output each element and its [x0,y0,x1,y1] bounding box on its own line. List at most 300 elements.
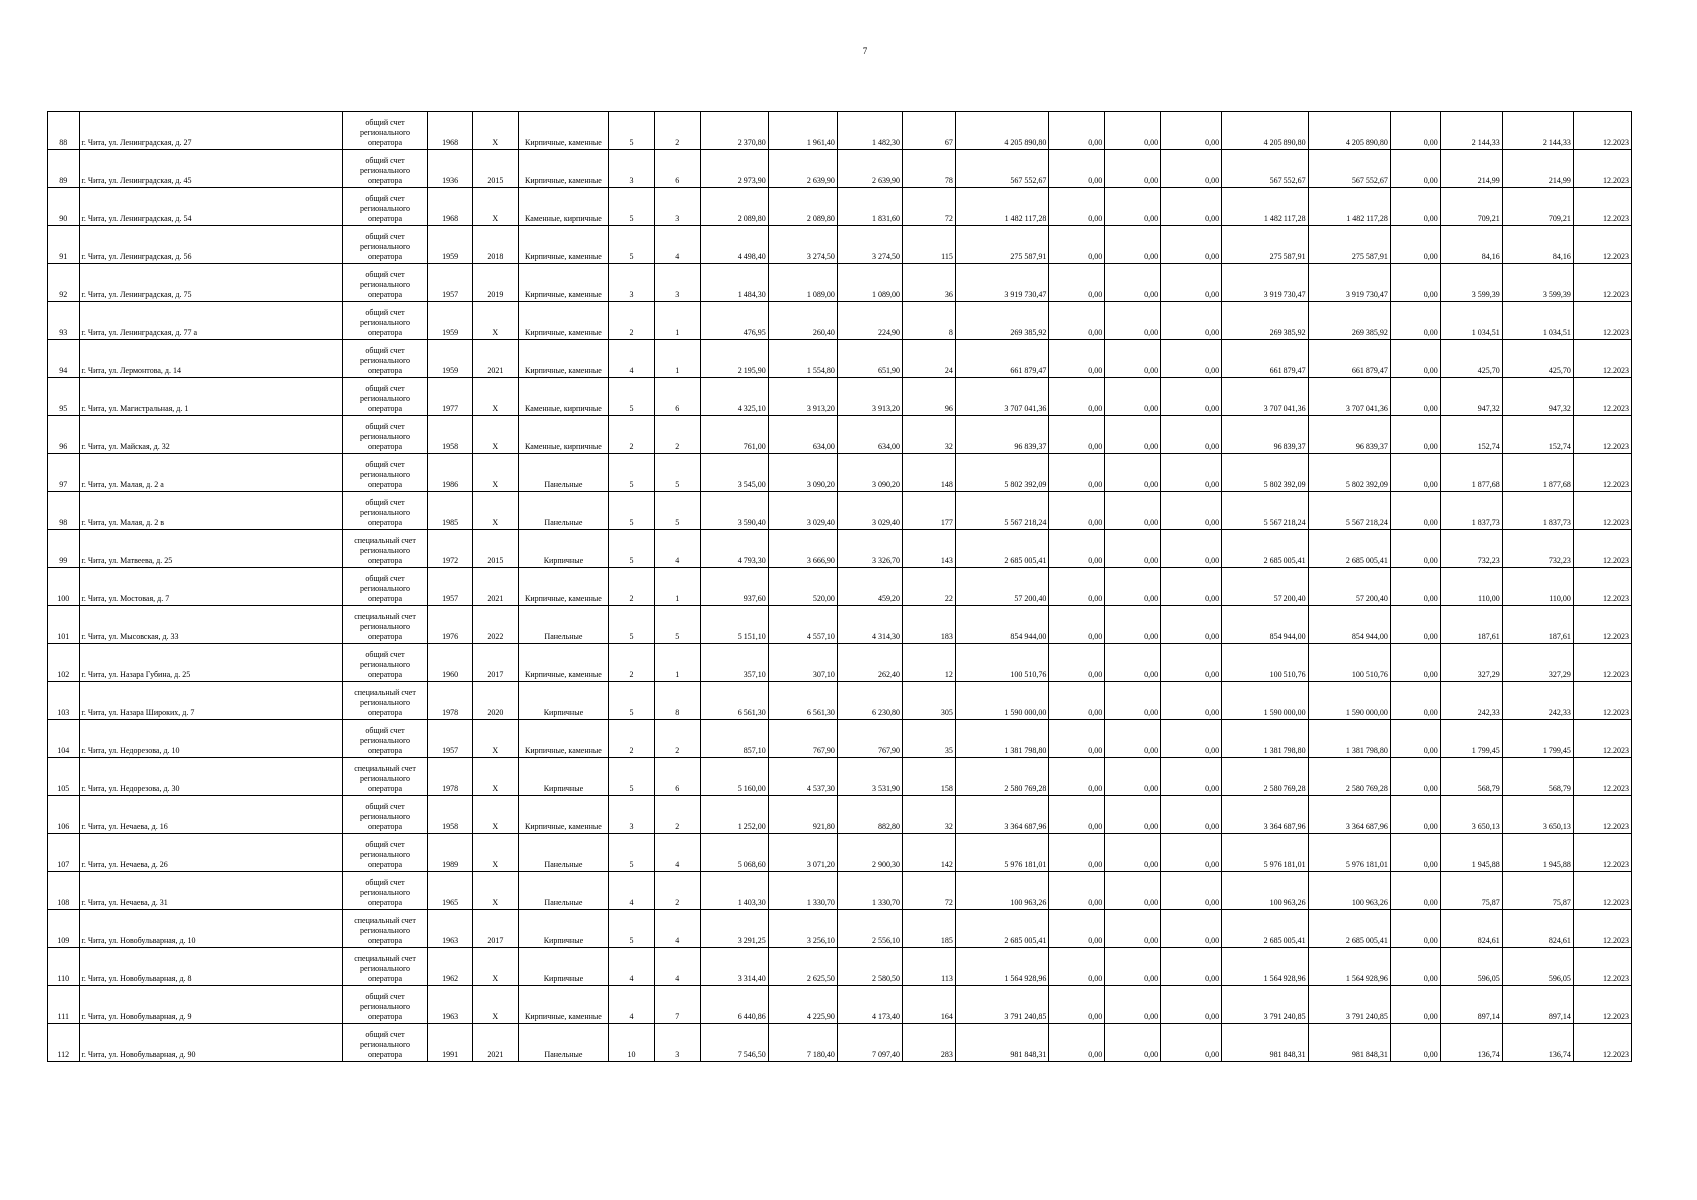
cell-cost-federal: 0,00 [1049,530,1105,568]
table-row [48,378,1632,416]
cell-cost-regional: 0,00 [1105,872,1161,910]
cell-residential-area: 459,20 [837,568,902,606]
cell-year-built: 1963 [428,910,473,948]
cell-residents-count: 164 [902,986,955,1024]
cell-deadline: 12.2023 [1573,758,1631,796]
cell-unit-cost: 327,29 [1440,644,1502,682]
cell-year-built: 1959 [428,226,473,264]
cell-row-number: 104 [48,720,80,758]
cell-unit-cost-limit: 596,05 [1502,948,1573,986]
cell-year-built: 1962 [428,948,473,986]
cell-row-number: 93 [48,302,80,340]
cell-row-number: 92 [48,264,80,302]
cell-total-area: 1 403,30 [700,872,768,910]
cell-address: г. Чита, ул. Назара Губина, д. 25 [79,644,342,682]
cell-total-cost: 269 385,92 [955,302,1049,340]
cell-deadline: 12.2023 [1573,986,1631,1024]
cell-address: г. Чита, ул. Ленинградская, д. 45 [79,150,342,188]
table-row [48,834,1632,872]
cell-year-built: 1968 [428,188,473,226]
cell-unit-cost: 1 034,51 [1440,302,1502,340]
cell-residents-count: 96 [902,378,955,416]
cell-cost-work: 981 848,31 [1308,1024,1390,1062]
cell-address: г. Чита, ул. Малая, д. 2 а [79,454,342,492]
cell-cost-regional: 0,00 [1105,302,1161,340]
cell-cost-regional: 0,00 [1105,492,1161,530]
cell-cost-work: 661 879,47 [1308,340,1390,378]
cell-residents-count: 35 [902,720,955,758]
cell-cost-work: 100 963,26 [1308,872,1390,910]
cell-cost-federal: 0,00 [1049,492,1105,530]
cell-row-number: 94 [48,340,80,378]
cell-address: г. Чита, ул. Новобульварная, д. 8 [79,948,342,986]
cell-floors: 5 [609,682,655,720]
cell-cost-other: 0,00 [1390,758,1440,796]
cell-year-overhaul: 2020 [472,682,518,720]
cell-cost-work: 2 685 005,41 [1308,530,1390,568]
cell-floors: 5 [609,492,655,530]
cell-cost-work: 3 364 687,96 [1308,796,1390,834]
cell-wall-material: Кирпичные, каменные [518,644,608,682]
cell-wall-material: Кирпичные [518,758,608,796]
cell-cost-work: 275 587,91 [1308,226,1390,264]
cell-address: г. Чита, ул. Малая, д. 2 в [79,492,342,530]
cell-residential-area: 651,90 [837,340,902,378]
cell-cost-regional: 0,00 [1105,910,1161,948]
cell-wall-material: Панельные [518,834,608,872]
cell-cost-federal: 0,00 [1049,682,1105,720]
cell-residents-count: 113 [902,948,955,986]
cell-year-overhaul: X [472,720,518,758]
cell-entrances: 1 [654,302,700,340]
cell-row-number: 95 [48,378,80,416]
cell-residential-area: 1 482,30 [837,112,902,150]
cell-address: г. Чита, ул. Нечаева, д. 16 [79,796,342,834]
cell-deadline: 12.2023 [1573,112,1631,150]
cell-cost-local: 0,00 [1161,948,1222,986]
cell-account-type: общий счет регионального оператора [342,720,427,758]
cell-account-type: общий счет регионального оператора [342,1024,427,1062]
cell-cost-owners: 854 944,00 [1222,606,1308,644]
cell-unit-cost-limit: 1 034,51 [1502,302,1573,340]
cell-unit-cost: 75,87 [1440,872,1502,910]
cell-account-type: общий счет регионального оператора [342,416,427,454]
cell-unit-cost: 1 799,45 [1440,720,1502,758]
cell-cost-local: 0,00 [1161,150,1222,188]
cell-unit-cost-limit: 947,32 [1502,378,1573,416]
cell-floors: 10 [609,1024,655,1062]
cell-address: г. Чита, ул. Ленинградская, д. 56 [79,226,342,264]
table-row [48,948,1632,986]
cell-floors: 4 [609,986,655,1024]
cell-residents-count: 185 [902,910,955,948]
cell-cost-owners: 5 976 181,01 [1222,834,1308,872]
cell-cost-federal: 0,00 [1049,302,1105,340]
cell-total-area: 937,60 [700,568,768,606]
cell-account-type: общий счет регионального оператора [342,226,427,264]
cell-residential-area: 3 326,70 [837,530,902,568]
cell-cost-work: 3 707 041,36 [1308,378,1390,416]
cell-wall-material: Каменные, кирпичные [518,188,608,226]
cell-cost-local: 0,00 [1161,720,1222,758]
cell-wall-material: Кирпичные, каменные [518,340,608,378]
cell-cost-federal: 0,00 [1049,872,1105,910]
table-row [48,872,1632,910]
table-row [48,796,1632,834]
cell-total-cost: 275 587,91 [955,226,1049,264]
cell-year-built: 1963 [428,986,473,1024]
cell-wall-material: Панельные [518,872,608,910]
cell-cost-local: 0,00 [1161,416,1222,454]
cell-entrances: 6 [654,378,700,416]
cell-cost-regional: 0,00 [1105,758,1161,796]
cell-wall-material: Кирпичные [518,948,608,986]
cell-total-cost: 981 848,31 [955,1024,1049,1062]
cell-floors: 2 [609,644,655,682]
table-row [48,910,1632,948]
cell-residents-count: 32 [902,416,955,454]
cell-year-overhaul: X [472,302,518,340]
cell-cost-regional: 0,00 [1105,112,1161,150]
cell-cost-owners: 96 839,37 [1222,416,1308,454]
cell-total-cost: 2 580 769,28 [955,758,1049,796]
cell-cost-other: 0,00 [1390,568,1440,606]
cell-unit-cost: 596,05 [1440,948,1502,986]
cell-premises-area: 921,80 [768,796,837,834]
cell-unit-cost-limit: 214,99 [1502,150,1573,188]
cell-address: г. Чита, ул. Недорезова, д. 30 [79,758,342,796]
cell-unit-cost: 187,61 [1440,606,1502,644]
table-row [48,644,1632,682]
cell-wall-material: Кирпичные [518,910,608,948]
cell-cost-owners: 269 385,92 [1222,302,1308,340]
cell-wall-material: Панельные [518,454,608,492]
cell-account-type: общий счет регионального оператора [342,378,427,416]
cell-premises-area: 520,00 [768,568,837,606]
cell-premises-area: 307,10 [768,644,837,682]
cell-cost-local: 0,00 [1161,188,1222,226]
cell-unit-cost-limit: 75,87 [1502,872,1573,910]
cell-year-built: 1972 [428,530,473,568]
cell-address: г. Чита, ул. Мостовая, д. 7 [79,568,342,606]
cell-cost-local: 0,00 [1161,302,1222,340]
cell-cost-other: 0,00 [1390,302,1440,340]
cell-year-built: 1959 [428,302,473,340]
cell-year-overhaul: X [472,188,518,226]
cell-residents-count: 32 [902,796,955,834]
cell-cost-other: 0,00 [1390,796,1440,834]
cell-premises-area: 3 666,90 [768,530,837,568]
cell-total-area: 3 545,00 [700,454,768,492]
cell-entrances: 4 [654,948,700,986]
cell-cost-local: 0,00 [1161,226,1222,264]
cell-cost-federal: 0,00 [1049,188,1105,226]
cell-total-area: 761,00 [700,416,768,454]
cell-cost-other: 0,00 [1390,606,1440,644]
cell-premises-area: 4 537,30 [768,758,837,796]
cell-floors: 3 [609,796,655,834]
cell-deadline: 12.2023 [1573,606,1631,644]
cell-row-number: 102 [48,644,80,682]
cell-cost-regional: 0,00 [1105,606,1161,644]
cell-premises-area: 634,00 [768,416,837,454]
cell-residential-area: 634,00 [837,416,902,454]
cell-row-number: 108 [48,872,80,910]
cell-total-area: 5 068,60 [700,834,768,872]
cell-year-overhaul: X [472,378,518,416]
cell-total-area: 6 561,30 [700,682,768,720]
cell-cost-owners: 661 879,47 [1222,340,1308,378]
cell-year-overhaul: 2015 [472,530,518,568]
cell-year-built: 1958 [428,416,473,454]
cell-year-overhaul: 2018 [472,226,518,264]
cell-unit-cost-limit: 110,00 [1502,568,1573,606]
cell-residential-area: 2 556,10 [837,910,902,948]
cell-cost-work: 5 567 218,24 [1308,492,1390,530]
cell-residents-count: 283 [902,1024,955,1062]
cell-cost-local: 0,00 [1161,910,1222,948]
cell-cost-owners: 2 685 005,41 [1222,910,1308,948]
table-row [48,264,1632,302]
cell-floors: 3 [609,150,655,188]
cell-residential-area: 1 831,60 [837,188,902,226]
cell-cost-work: 4 205 890,80 [1308,112,1390,150]
cell-address: г. Чита, ул. Лермонтова, д. 14 [79,340,342,378]
cell-residential-area: 7 097,40 [837,1024,902,1062]
cell-unit-cost-limit: 732,23 [1502,530,1573,568]
cell-total-cost: 1 590 000,00 [955,682,1049,720]
cell-address: г. Чита, ул. Нечаева, д. 31 [79,872,342,910]
cell-entrances: 6 [654,150,700,188]
cell-year-built: 1978 [428,682,473,720]
cell-residential-area: 262,40 [837,644,902,682]
cell-unit-cost: 2 144,33 [1440,112,1502,150]
cell-cost-federal: 0,00 [1049,796,1105,834]
table-row [48,112,1632,150]
cell-wall-material: Кирпичные, каменные [518,720,608,758]
cell-wall-material: Панельные [518,1024,608,1062]
cell-total-area: 357,10 [700,644,768,682]
cell-deadline: 12.2023 [1573,872,1631,910]
cell-total-area: 476,95 [700,302,768,340]
cell-unit-cost-limit: 242,33 [1502,682,1573,720]
cell-account-type: специальный счет регионального оператора [342,530,427,568]
cell-deadline: 12.2023 [1573,302,1631,340]
page-number: 7 [862,46,868,56]
cell-wall-material: Кирпичные [518,682,608,720]
cell-cost-other: 0,00 [1390,948,1440,986]
cell-cost-regional: 0,00 [1105,340,1161,378]
cell-total-area: 5 151,10 [700,606,768,644]
cell-wall-material: Кирпичные, каменные [518,112,608,150]
cell-year-overhaul: X [472,758,518,796]
cell-floors: 5 [609,530,655,568]
table-row [48,720,1632,758]
cell-cost-regional: 0,00 [1105,720,1161,758]
cell-cost-owners: 275 587,91 [1222,226,1308,264]
cell-year-overhaul: X [472,454,518,492]
cell-deadline: 12.2023 [1573,492,1631,530]
cell-year-overhaul: 2022 [472,606,518,644]
cell-floors: 5 [609,606,655,644]
cell-account-type: общий счет регионального оператора [342,492,427,530]
cell-unit-cost: 1 945,88 [1440,834,1502,872]
cell-cost-regional: 0,00 [1105,188,1161,226]
cell-cost-local: 0,00 [1161,378,1222,416]
cell-cost-regional: 0,00 [1105,568,1161,606]
cell-address: г. Чита, ул. Матвеева, д. 25 [79,530,342,568]
cell-deadline: 12.2023 [1573,644,1631,682]
cell-entrances: 4 [654,530,700,568]
cell-residential-area: 2 580,50 [837,948,902,986]
cell-year-built: 1957 [428,264,473,302]
cell-total-cost: 661 879,47 [955,340,1049,378]
table-row [48,150,1632,188]
cell-row-number: 111 [48,986,80,1024]
cell-cost-work: 1 564 928,96 [1308,948,1390,986]
cell-cost-work: 269 385,92 [1308,302,1390,340]
cell-cost-work: 100 510,76 [1308,644,1390,682]
cell-unit-cost-limit: 897,14 [1502,986,1573,1024]
cell-unit-cost: 3 650,13 [1440,796,1502,834]
cell-deadline: 12.2023 [1573,150,1631,188]
cell-cost-regional: 0,00 [1105,264,1161,302]
cell-cost-regional: 0,00 [1105,796,1161,834]
cell-premises-area: 3 256,10 [768,910,837,948]
cell-cost-other: 0,00 [1390,416,1440,454]
cell-cost-local: 0,00 [1161,340,1222,378]
cell-row-number: 107 [48,834,80,872]
cell-cost-owners: 3 364 687,96 [1222,796,1308,834]
cell-wall-material: Каменные, кирпичные [518,416,608,454]
cell-cost-regional: 0,00 [1105,226,1161,264]
cell-cost-local: 0,00 [1161,530,1222,568]
cell-deadline: 12.2023 [1573,378,1631,416]
cell-cost-work: 57 200,40 [1308,568,1390,606]
cell-unit-cost-limit: 187,61 [1502,606,1573,644]
cell-address: г. Чита, ул. Ленинградская, д. 75 [79,264,342,302]
cell-cost-regional: 0,00 [1105,530,1161,568]
cell-cost-federal: 0,00 [1049,150,1105,188]
cell-account-type: специальный счет регионального оператора [342,758,427,796]
cell-cost-local: 0,00 [1161,492,1222,530]
cell-cost-federal: 0,00 [1049,264,1105,302]
cell-floors: 5 [609,834,655,872]
cell-deadline: 12.2023 [1573,530,1631,568]
cell-cost-work: 2 580 769,28 [1308,758,1390,796]
cell-residential-area: 3 274,50 [837,226,902,264]
cell-residents-count: 183 [902,606,955,644]
cell-total-area: 6 440,86 [700,986,768,1024]
cell-cost-local: 0,00 [1161,682,1222,720]
cell-cost-federal: 0,00 [1049,416,1105,454]
cell-year-built: 1989 [428,834,473,872]
cell-year-overhaul: X [472,948,518,986]
cell-unit-cost-limit: 568,79 [1502,758,1573,796]
cell-unit-cost: 110,00 [1440,568,1502,606]
cell-deadline: 12.2023 [1573,682,1631,720]
cell-unit-cost-limit: 152,74 [1502,416,1573,454]
cell-unit-cost: 897,14 [1440,986,1502,1024]
table-row [48,454,1632,492]
cell-residential-area: 224,90 [837,302,902,340]
cell-residential-area: 2 900,30 [837,834,902,872]
cell-unit-cost: 824,61 [1440,910,1502,948]
cell-cost-owners: 1 590 000,00 [1222,682,1308,720]
cell-wall-material: Кирпичные, каменные [518,150,608,188]
cell-cost-regional: 0,00 [1105,986,1161,1024]
cell-premises-area: 3 090,20 [768,454,837,492]
cell-cost-work: 3 791 240,85 [1308,986,1390,1024]
cell-account-type: специальный счет регионального оператора [342,606,427,644]
cell-cost-federal: 0,00 [1049,454,1105,492]
cell-cost-regional: 0,00 [1105,682,1161,720]
cell-residents-count: 78 [902,150,955,188]
cell-address: г. Чита, ул. Мысовская, д. 33 [79,606,342,644]
cell-unit-cost: 1 837,73 [1440,492,1502,530]
cell-address: г. Чита, ул. Новобульварная, д. 90 [79,1024,342,1062]
cell-premises-area: 3 071,20 [768,834,837,872]
cell-unit-cost-limit: 327,29 [1502,644,1573,682]
cell-entrances: 5 [654,606,700,644]
cell-cost-regional: 0,00 [1105,948,1161,986]
cell-account-type: общий счет регионального оператора [342,872,427,910]
cell-residents-count: 305 [902,682,955,720]
cell-unit-cost-limit: 2 144,33 [1502,112,1573,150]
cell-total-cost: 100 963,26 [955,872,1049,910]
cell-deadline: 12.2023 [1573,188,1631,226]
cell-deadline: 12.2023 [1573,454,1631,492]
cell-cost-regional: 0,00 [1105,378,1161,416]
cell-account-type: специальный счет регионального оператора [342,910,427,948]
cell-floors: 5 [609,910,655,948]
cell-total-cost: 2 685 005,41 [955,910,1049,948]
cell-cost-owners: 3 919 730,47 [1222,264,1308,302]
cell-cost-regional: 0,00 [1105,454,1161,492]
cell-year-built: 1991 [428,1024,473,1062]
cell-premises-area: 1 089,00 [768,264,837,302]
cell-residents-count: 148 [902,454,955,492]
cell-cost-federal: 0,00 [1049,948,1105,986]
cell-unit-cost: 1 877,68 [1440,454,1502,492]
cell-year-overhaul: X [472,416,518,454]
table-row [48,226,1632,264]
cell-cost-owners: 1 564 928,96 [1222,948,1308,986]
cell-address: г. Чита, ул. Магистральная, д. 1 [79,378,342,416]
cell-cost-other: 0,00 [1390,986,1440,1024]
cell-account-type: общий счет регионального оператора [342,112,427,150]
cell-row-number: 109 [48,910,80,948]
cell-premises-area: 2 089,80 [768,188,837,226]
cell-entrances: 6 [654,758,700,796]
cell-cost-federal: 0,00 [1049,1024,1105,1062]
cell-residential-area: 767,90 [837,720,902,758]
cell-unit-cost-limit: 136,74 [1502,1024,1573,1062]
cell-account-type: общий счет регионального оператора [342,796,427,834]
cell-entrances: 2 [654,872,700,910]
cell-cost-other: 0,00 [1390,1024,1440,1062]
cell-row-number: 90 [48,188,80,226]
cell-row-number: 98 [48,492,80,530]
cell-account-type: общий счет регионального оператора [342,454,427,492]
cell-cost-local: 0,00 [1161,606,1222,644]
cell-total-cost: 2 685 005,41 [955,530,1049,568]
cell-cost-work: 567 552,67 [1308,150,1390,188]
cell-cost-work: 1 381 798,80 [1308,720,1390,758]
cell-wall-material: Панельные [518,606,608,644]
cell-floors: 4 [609,948,655,986]
cell-premises-area: 4 225,90 [768,986,837,1024]
